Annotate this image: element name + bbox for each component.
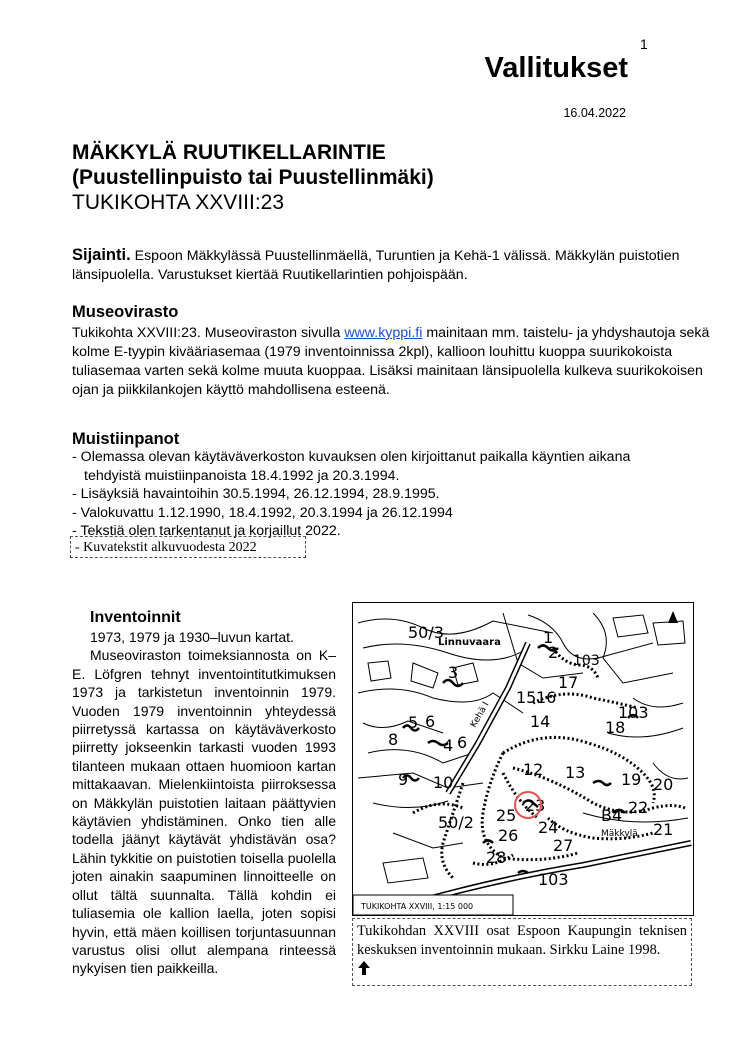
- location-text: Espoon Mäkkylässä Puustellinmäellä, Turuntien ja Kehä-1 välissä. Mäkkylän puistotien länsipuolella. Varustukset kiertää Ruutikellarintien pohjoispään.: [72, 248, 680, 283]
- kyppi-link[interactable]: www.kyppi.fi: [344, 325, 423, 341]
- map-number: 16: [536, 688, 557, 707]
- map-number: 2: [548, 643, 559, 662]
- map-number: 22: [628, 798, 649, 817]
- map-caption-text: Tukikohdan XXVIII osat Espoon Kaupungin teknisen keskuksen inventoinnin mukaan. Sirkku Laine 1998.: [357, 923, 687, 958]
- title-line-1: MÄKKYLÄ RUUTIKELLARINTIE: [72, 141, 386, 164]
- map-number: 6: [425, 712, 436, 731]
- title-line-3: TUKIKOHTA XXVIII:23: [72, 191, 285, 214]
- notes-heading: Muistiinpanot: [72, 430, 180, 448]
- location-paragraph: [72, 246, 687, 285]
- map-number: 5: [408, 713, 419, 732]
- map-number: 103: [618, 703, 649, 722]
- map-number: 19: [621, 770, 642, 789]
- map-number: 20: [653, 775, 674, 794]
- note-item: - Tekstiä olen tarkentanut ja korjaillut 2022.: [72, 523, 341, 539]
- map-place-label: Mäkkylä: [601, 829, 638, 839]
- map-caption: [352, 918, 692, 986]
- map-number: 24: [538, 818, 559, 837]
- map-number: 50/3: [408, 623, 444, 642]
- map-number: 103: [573, 653, 600, 669]
- map-drawing: [353, 603, 693, 915]
- inventoinnit-paragraph-1: 1973, 1979 ja 1930–luvun kartat.: [90, 629, 294, 645]
- notes-list: [72, 448, 692, 541]
- document-date: 16.04.2022: [563, 106, 626, 120]
- map-number: 23: [525, 796, 546, 815]
- map-number: 10: [433, 773, 454, 792]
- map-number: 21: [653, 820, 674, 839]
- inventoinnit-paragraph-2: Museoviraston toimeksiannosta on K–E. Löfgren tehnyt inventointitutkimuksen 1973 ja tarkistetun inventoinnin 1979. Vuoden 1979 inventoinnin yhteydessä piirretyssä kartassa on käytäväverkosto piirretty jokseenkin tarkasti vuoden 1993 tilanteen mukaan ottaen huomioon kartan mittakaavan. Mielenkiintoista piirroksessa on Mäkkylän puistotien laitaan päättyvien käytävien yhdistäminen. Onko tien alle todella jäänyt käytävät yhdistävän osa? Lähin tykkitie on puistotien toisella puolella joten ainakin saapuminen linnoitteelle on ollut tältä suunnalta. Tällä kohdin ei tuliasemia ole kallion laella, joten sopisi hyvin, että mäen koillisen torjuntasuunnan varustus olisi ollut alempana rinteessä nykyisen tien paikkeilla.: [72, 647, 336, 977]
- map-number: 15: [516, 688, 537, 707]
- note-item: - Olemassa olevan käytäväverkoston kuvauksen olen kirjoittanut paikalla käyntien aikana: [72, 449, 631, 465]
- map-number: 1: [543, 628, 554, 647]
- map-number: 4: [443, 736, 454, 755]
- map-place-label: Kehä I: [468, 700, 492, 730]
- document-heading: Vallitukset: [484, 52, 628, 84]
- north-arrow-icon: [668, 611, 678, 623]
- map-number: 14: [530, 712, 551, 731]
- map-number: 8: [388, 730, 399, 749]
- map-footer-label: TUKIKOHTA XXVIII, 1:15 000: [361, 902, 474, 911]
- map-number: 13: [565, 763, 586, 782]
- museovirasto-heading: Museovirasto: [72, 303, 179, 321]
- map-number: 50/2: [438, 813, 474, 832]
- museovirasto-paragraph: [72, 324, 712, 400]
- page-number: 1: [640, 36, 648, 52]
- map-number: 3: [448, 663, 459, 682]
- inventoinnit-heading: Inventoinnit: [90, 609, 181, 626]
- title-line-2: (Puustellinpuisto tai Puustellinmäki): [72, 166, 434, 189]
- title-block: [72, 140, 434, 216]
- map-number: 18: [605, 718, 626, 737]
- up-arrow-icon: [357, 960, 371, 976]
- note-item: - Valokuvattu 1.12.1990, 18.4.1992, 20.3.1994 ja 26.12.1994: [72, 504, 453, 521]
- inventoinnit-body: [72, 628, 336, 978]
- map-number: 12: [523, 760, 544, 779]
- map-number: 103: [538, 870, 569, 889]
- note-item: tehdyistä muistiinpanoista 18.4.1992 ja 20.3.1994.: [84, 467, 400, 484]
- map-number: 17: [558, 673, 579, 692]
- map-number: 25: [496, 806, 517, 825]
- map-number: 26: [498, 826, 519, 845]
- map-place-label: Linnuvaara: [438, 637, 501, 648]
- note-boxed-item: - Kuvatekstit alkuvuodesta 2022: [70, 536, 306, 558]
- location-label: Sijainti.: [72, 246, 131, 264]
- museovirasto-text-before: Tukikohta XXVIII:23. Museoviraston sivulla: [72, 325, 345, 341]
- map-number: B4: [601, 806, 623, 825]
- museovirasto-text-after: mainitaan mm. taistelu- ja yhdyshautoja sekä kolme E-tyypin kivääriasemaa (1979 inventoinnissa 2kpl), kallioon louhittu kuoppa suurikokoista tuliasemaa varten sekä kolme muuta kuoppaa. Lisäksi mainitaan länsipuolella kulkeva suurikokoisen ojan ja piikkilankojen käyttö mahdollisena esteenä.: [72, 325, 710, 398]
- note-item: - Lisäyksiä havaintoihin 30.5.1994, 26.12.1994, 28.9.1995.: [72, 486, 440, 502]
- map-number: 28: [486, 848, 507, 867]
- feature-numbers: [388, 623, 673, 889]
- inventory-map: [352, 602, 694, 916]
- map-number: 6: [457, 733, 468, 752]
- map-number: 9: [398, 770, 409, 789]
- map-number: 27: [553, 836, 574, 855]
